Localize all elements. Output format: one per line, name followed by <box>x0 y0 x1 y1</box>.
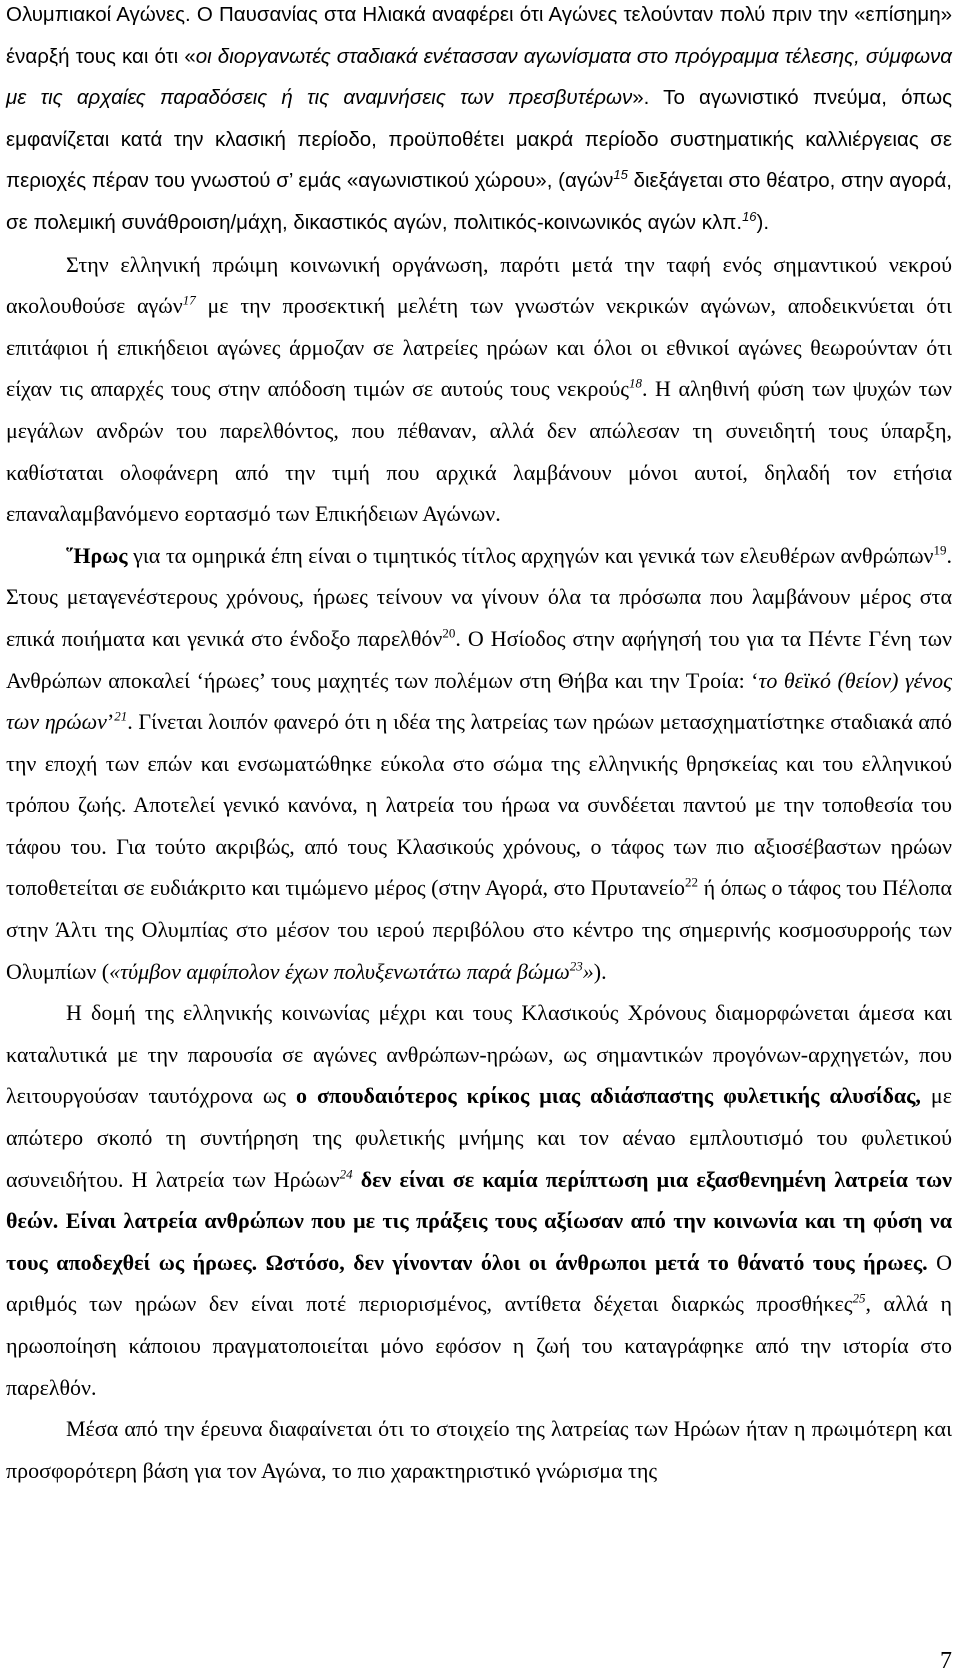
bold-phrase: ο σπουδαιότερος κρίκος μιας αδιάσπαστης φυλετικής αλυσίδας, <box>296 1083 921 1109</box>
text-run: . Στους μεταγενέστερους χρόνους, ήρωες τείνουν να γίνουν όλα τα πρόσωπα που λαμβάνουν μέρος στα επικά ποιήματα και γενικά στο ένδοξο παρελθόν <box>6 542 952 651</box>
italic-quote-close: » <box>582 958 594 984</box>
paragraph-3 <box>6 535 952 993</box>
footnote-ref-16[interactable]: 16 <box>742 209 757 225</box>
text-run: Μέσα από την έρευνα διαφαίνεται ότι το στοιχείο της λατρείας των Ηρώων ήταν η πρωιμότερη και προσφορότερη βάση για τον Αγώνα, το πιο χαρακτηριστικό γνώρισμα της <box>6 1416 952 1483</box>
paragraph-5 <box>6 1408 952 1491</box>
text-run: ’ <box>106 709 115 735</box>
italic-quote: «τύμβον αμφίπολον έχων πολυξενωτάτω παρά βώμω <box>109 958 570 984</box>
text-run: Στην ελληνική πρώιμη κοινωνική οργάνωση, παρότι μετά την ταφή ενός σημαντικού νεκρού ακολουθούσε αγών <box>6 251 952 319</box>
footnote-ref-19[interactable]: 19 <box>933 542 947 558</box>
text-run: Η δομή της ελληνικής κοινωνίας μέχρι και τους Κλασικούς Χρόνους διαμορφώνεται άμεσα και καταλυτικά με την παρουσία σε αγώνες ανθρώπων-ηρώων, ως σημαντικών προγόνων-αρχηγετών, που λειτουργούσαν ταυτόχρονα ως <box>6 1000 952 1109</box>
text-run <box>353 1167 361 1192</box>
footnote-ref-18[interactable]: 18 <box>629 376 642 392</box>
text-run: Ολυμπιακοί Αγώνες. Ο Παυσανίας στα Ηλιακά αναφέρει ότι Αγώνες τελούνταν πολύ πριν την «επίσημη» έναρξή τους και ότι « <box>6 3 952 68</box>
bold-phrase: δεν είναι σε καμία περίπτωση μια εξασθενημένη λατρεία των θεών. Είναι λατρεία ανθρώπων που με τις πράξεις τους αξίωσαν από την κοινωνία και τη φύση να τους αποδεχθεί ως ήρωες. Ωστόσο, δεν γίνονταν όλοι οι άνθρωποι μετά το θάνατό τους ήρωες. <box>6 1166 953 1275</box>
footnote-ref-24[interactable]: 24 <box>339 1166 353 1182</box>
paragraph-1 <box>6 0 952 244</box>
paragraph-4 <box>6 992 952 1408</box>
bold-term-heros: ῞Ηρως <box>66 542 128 568</box>
text-run: διεξάγεται στο θέατρο, στην αγορά, σε πολεμική συνάθροιση/μάχη, δικαστικός αγών, πολιτικός-κοινωνικός αγών κλπ. <box>6 169 952 234</box>
text-run: ). <box>593 958 607 984</box>
footnote-ref-20[interactable]: 20 <box>442 625 456 641</box>
text-run: με απώτερο σκοπό τη συντήρηση της φυλετικής μνήμης και τον αέναο εμπλουτισμό του φυλετικού ασυνειδήτου. Η λατρεία των Ηρώων <box>6 1083 952 1192</box>
footnote-ref-23[interactable]: 23 <box>569 958 583 974</box>
footnote-ref-17[interactable]: 17 <box>182 292 196 308</box>
text-run: . Ο Ησίοδος στην αφήγησή του για τα Πέντε Γένη των Ανθρώπων αποκαλεί ‘ήρωες’ τους μαχητές των πολέμων στη Θήβα και την Τροία: ‘ <box>6 625 953 693</box>
text-run: ). <box>756 210 770 234</box>
footnote-ref-25[interactable]: 25 <box>852 1291 866 1307</box>
text-run: ». Το αγωνιστικό πνεύμα, όπως εμφανίζεται κατά την κλασική περίοδο, προϋποθέτει μακρά περίοδο συστηματικής καλλιέργειας σε περιοχές πέραν του γνωστού σ’ εμάς «αγωνιστικού χώρου», (αγών <box>6 86 953 193</box>
paragraph-2 <box>6 244 952 535</box>
text-run: , αλλά η ηρωοποίηση κάποιου πραγματοποιείται μόνο εφόσον η ζωή του καταγράφηκε από την ιστορία στο παρελθόν. <box>6 1291 952 1400</box>
text-run: με την προσεκτική μελέτη των γνωστών νεκρικών αγώνων, αποδεικνύεται ότι επιτάφιοι ή επικήδειοι αγώνες άρμοζαν σε λατρείες ηρώων και όλοι οι εθνικοί αγώνες θεωρούνταν ότι είχαν τις απαρχές τους στην απόδοση τιμών σε αυτούς τους νεκρούς <box>6 293 952 402</box>
text-run: . Γίνεται λοιπόν φανερό ότι η ιδέα της λατρείας των ηρώων μετασχηματίστηκε σταδιακά από την εποχή των επών και ενσωματώθηκε εύκολα στο σώμα της ελληνικής θρησκείας και του ελληνικού τρόπου ζωής. Αποτελεί γενικό κανόνα, η λατρεία του ήρωα να συνδέεται παντού με την τοποθεσία του τάφου του. Για τούτο ακριβώς, από τους Κλασικούς χρόνους, ο τάφος των πιο αξιοσέβαστων ηρώων τοποθετείται σε ευδιάκριτο και τιμώμενο μέρος (στην Αγορά, στο Πρυτανείο <box>6 709 953 901</box>
footnote-ref-15[interactable]: 15 <box>613 167 628 183</box>
body-text <box>6 0 952 1491</box>
footnote-ref-21[interactable]: 21 <box>114 708 128 724</box>
page-number: 7 <box>940 1648 952 1674</box>
text-run: . Η αληθινή φύση των ψυχών των μεγάλων ανδρών του παρελθόντος, που πέθαναν, αλλά δεν απώλεσαν τη συνειδητή τους ύπαρξη, καθίσταται ολοφάνερη από την τιμή που αρχικά λαμβάνουν μόνοι αυτοί, δηλαδή τον ετήσια επαναλαμβανόμενο εορτασμό των Επικήδειων Αγώνων. <box>6 376 952 527</box>
italic-quote: οι διοργανωτές σταδιακά ενέτασσαν αγωνίσματα στο πρόγραμμα τέλεσης, σύμφωνα με τις αρχαίες παραδόσεις ή τις αναμνήσεις των πρεσβυτέρων <box>6 44 953 110</box>
footnote-ref-22[interactable]: 22 <box>685 875 699 891</box>
text-run: Ο αριθμός των ηρώων δεν είναι ποτέ περιορισμένος, αντίθετα δέχεται διαρκώς προσθήκες <box>6 1249 953 1317</box>
italic-quote: το θεϊκό (θείον) γένος των ηρώων <box>6 667 952 735</box>
text-run: ή όπως ο τάφος του Πέλοπα στην Άλτι της Ολυμπίας στο μέσον του ιερού περιβόλου στο κέντρο της σημερινής κοσμοσυρροής των Ολυμπίων ( <box>6 875 952 984</box>
text-run: για τα ομηρικά έπη είναι ο τιμητικός τίτλος αρχηγών και γενικά των ελευθέρων ανθρώπων <box>127 542 934 568</box>
